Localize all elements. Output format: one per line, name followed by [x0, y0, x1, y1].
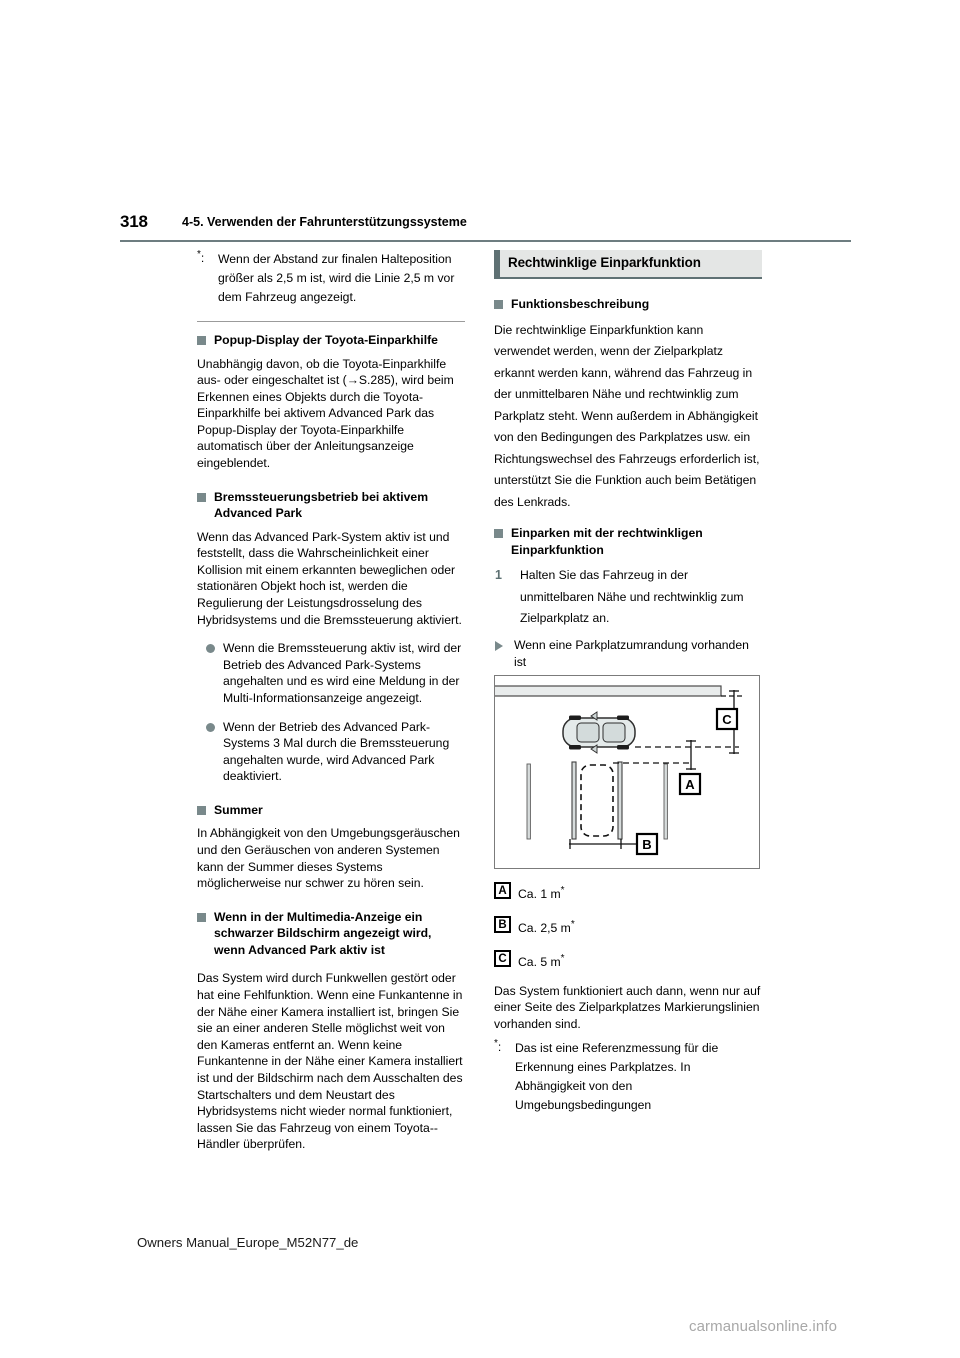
square-bullet-icon — [197, 336, 206, 345]
section-title: Rechtwinklige Einparkfunktion — [508, 255, 701, 271]
label-a — [680, 774, 700, 794]
topic-body-funktionsbeschreibung: Die rechtwinklige Einparkfunktion kann verwendet werden, wenn der Zielparkplatz erkannt werden kann, während das Fahrzeug in der unmittelbaren Nähe und rechtwinklig zum Parkplatz steht. Wenn außerdem in Abhängigkeit von den Bedingungen des Parkplatzes usw. ein Richtungswechsel des Fahrzeugs erforderlich ist, unterstützt Sie die Funktion auch beim Betätigen des Lenkrads. — [494, 322, 760, 509]
parking-diagram-svg — [495, 676, 759, 868]
legend-badge-b: B — [494, 916, 511, 933]
step-text: Halten Sie das Fahrzeug in der unmittelbaren Nähe und rechtwinklig zum Zielparkplatz an. — [520, 568, 744, 625]
legend-badge-c: C — [494, 950, 511, 967]
topic-heading-funktionsbeschreibung — [494, 296, 762, 313]
footer-file-name: Owners Manual_Europe_M52N77_de — [137, 1235, 359, 1250]
footnote-marker: *: — [197, 249, 205, 265]
legend-badge-a: A — [494, 882, 511, 899]
topic-heading-popup-display — [197, 332, 465, 349]
list-item — [206, 719, 465, 785]
list-item-text: Wenn die Bremssteuerung aktiv ist, wird der Betrieb des Advanced Park-Systems angehalten und es wird eine Meldung in der Multi-Informationsanzeige angezeigt. — [223, 641, 462, 705]
label-b — [637, 834, 657, 854]
vehicle-top-view — [563, 712, 635, 753]
label-a-text: A — [685, 776, 695, 792]
footnote-bottom — [494, 1039, 762, 1115]
section-accent-bar — [494, 250, 500, 277]
topic-body-summer: In Abhängigkeit von den Umgebungsgeräuschen und den Geräuschen von anderen Systemen kann der Summer dieses Systems möglicherweise nur schwer zu hören sein. — [197, 826, 460, 891]
after-legend-text: Das System funktioniert auch dann, wenn nur auf einer Seite des Zielparkplatzes Markierungslinien vorhanden sind. — [494, 983, 761, 1031]
label-c-text: C — [722, 711, 732, 727]
topic-body-popup-display: Unabhängig davon, ob die Toyota-Einparkhilfe aus- oder eingeschaltet ist (→S.285), wird beim Erkennen eines Objekts durch die Toyota-Einparkhilfe bei aktivem Advanced Park das Popup-Display der Toyota-Einparkhilfe automatisch über der Anleitungsanzeige eingeblendet. — [197, 356, 454, 471]
label-b-text: B — [642, 836, 652, 852]
parking-diagram — [494, 675, 760, 869]
legend-footnote-mark-a: * — [560, 884, 565, 896]
parking-line-left — [572, 762, 576, 839]
footnote-marker: *: — [494, 1038, 502, 1055]
target-parking-space — [581, 765, 613, 836]
legend-row-a — [494, 882, 762, 903]
round-bullet-icon — [206, 723, 215, 732]
square-bullet-icon — [197, 493, 206, 502]
right-column — [494, 250, 762, 1115]
topic-heading-einparken — [494, 525, 762, 558]
square-bullet-icon — [197, 806, 206, 815]
step-number: 1 — [495, 568, 502, 582]
label-c — [717, 709, 737, 729]
topic-divider — [197, 321, 465, 322]
dimension-a — [686, 740, 696, 770]
parking-line-left-outer — [527, 764, 530, 839]
parking-line-right-outer — [664, 764, 667, 839]
footnote-text: Wenn der Abstand zur finalen Halteposition größer als 2,5 m ist, wird die Linie 2,5 m vor dem Fahrzeug angezeigt. — [218, 252, 455, 304]
left-column — [197, 250, 465, 1153]
square-bullet-icon — [494, 300, 503, 309]
square-bullet-icon — [494, 529, 503, 538]
topic-heading-label: Funktionsbeschreibung — [511, 297, 650, 311]
legend-footnote-mark-c: * — [560, 952, 565, 964]
legend-footnote-mark-b: * — [570, 918, 575, 930]
legend-text-a: Ca. 1 m* — [518, 884, 565, 901]
chapter-title: 4-5. Verwenden der Fahrunterstützungssysteme — [182, 215, 467, 229]
topic-heading-summer — [197, 802, 465, 819]
kerb-wall — [495, 686, 721, 696]
topic-body-bremssteuerung: Wenn das Advanced Park-System aktiv ist und feststellt, dass die Wahrscheinlichkeit einer Kollision mit einem erkannten beweglichen oder stationären Objekt hoch ist, werden die Regulierung der Leistungsdrosselung des Hybridsystems und die Bremssteuerung aktiviert. — [197, 529, 462, 627]
page-number: 318 — [120, 212, 148, 231]
topic-heading-bremssteuerung — [197, 489, 465, 522]
footnote-top — [197, 250, 465, 307]
round-bullet-icon — [206, 644, 215, 653]
topic-heading-label: Einparken mit der rechtwinkligen Einparkfunktion — [511, 526, 703, 557]
topic-body-schwarzer-bildschirm: Das System wird durch Funkwellen gestört oder hat eine Fehlfunktion. Wenn eine Funkantenne in der Nähe einer Kamera installiert ist, bringen Sie sie an einer anderen Stelle möglichst weit von den Kameras entfernt an. Wenn keine Funkantenne in der Nähe einer Kamera installiert ist und der Bildschirm nach dem Ausschalten des Startschalters und dem Neustart des Hybridsystems nicht wieder normal funktioniert, lassen Sie das Fahrzeug von einem Toyota--Händler überprüfen. — [197, 971, 463, 1152]
square-bullet-icon — [197, 913, 206, 922]
topic-heading-label: Wenn in der Multimedia-Anzeige ein schwarzer Bildschirm angezeigt wird, wenn Advanced Park aktiv ist — [214, 909, 432, 957]
topic-heading-label: Bremssteuerungsbetrieb bei aktivem Advanced Park — [214, 489, 429, 521]
triangle-bullet-icon — [495, 641, 503, 651]
list-item — [206, 640, 465, 706]
legend-text-b: Ca. 2,5 m* — [518, 918, 575, 935]
dimension-b — [569, 839, 645, 849]
legend-row-b — [494, 916, 762, 937]
header-divider — [120, 240, 851, 242]
list-item-text: Wenn der Betrieb des Advanced Park-Systems 3 Mal durch die Bremssteuerung angehalten wurde, wird Advanced Park deaktiviert. — [223, 719, 450, 784]
legend-row-c — [494, 950, 762, 971]
topic-heading-label: Summer — [214, 802, 263, 817]
topic-heading-schwarzer-bildschirm — [197, 909, 465, 959]
sub-item-text: Wenn eine Parkplatzumrandung vorhanden ist — [514, 637, 749, 669]
numbered-step-1 — [494, 565, 762, 630]
section-title-band — [494, 250, 762, 279]
topic-heading-label: Popup-Display der Toyota-Einparkhilfe — [214, 333, 438, 347]
footnote-text: Das ist eine Referenzmessung für die Erkennung eines Parkplatzes. In Abhängigkeit von den Umgebungsbedingungen — [515, 1041, 719, 1113]
page-header — [120, 212, 850, 242]
parking-line-right — [618, 762, 622, 839]
legend-text-c: Ca. 5 m* — [518, 952, 565, 969]
watermark: carmanualsonline.info — [689, 1318, 838, 1335]
sub-item-parkplatzumrandung — [494, 637, 762, 671]
